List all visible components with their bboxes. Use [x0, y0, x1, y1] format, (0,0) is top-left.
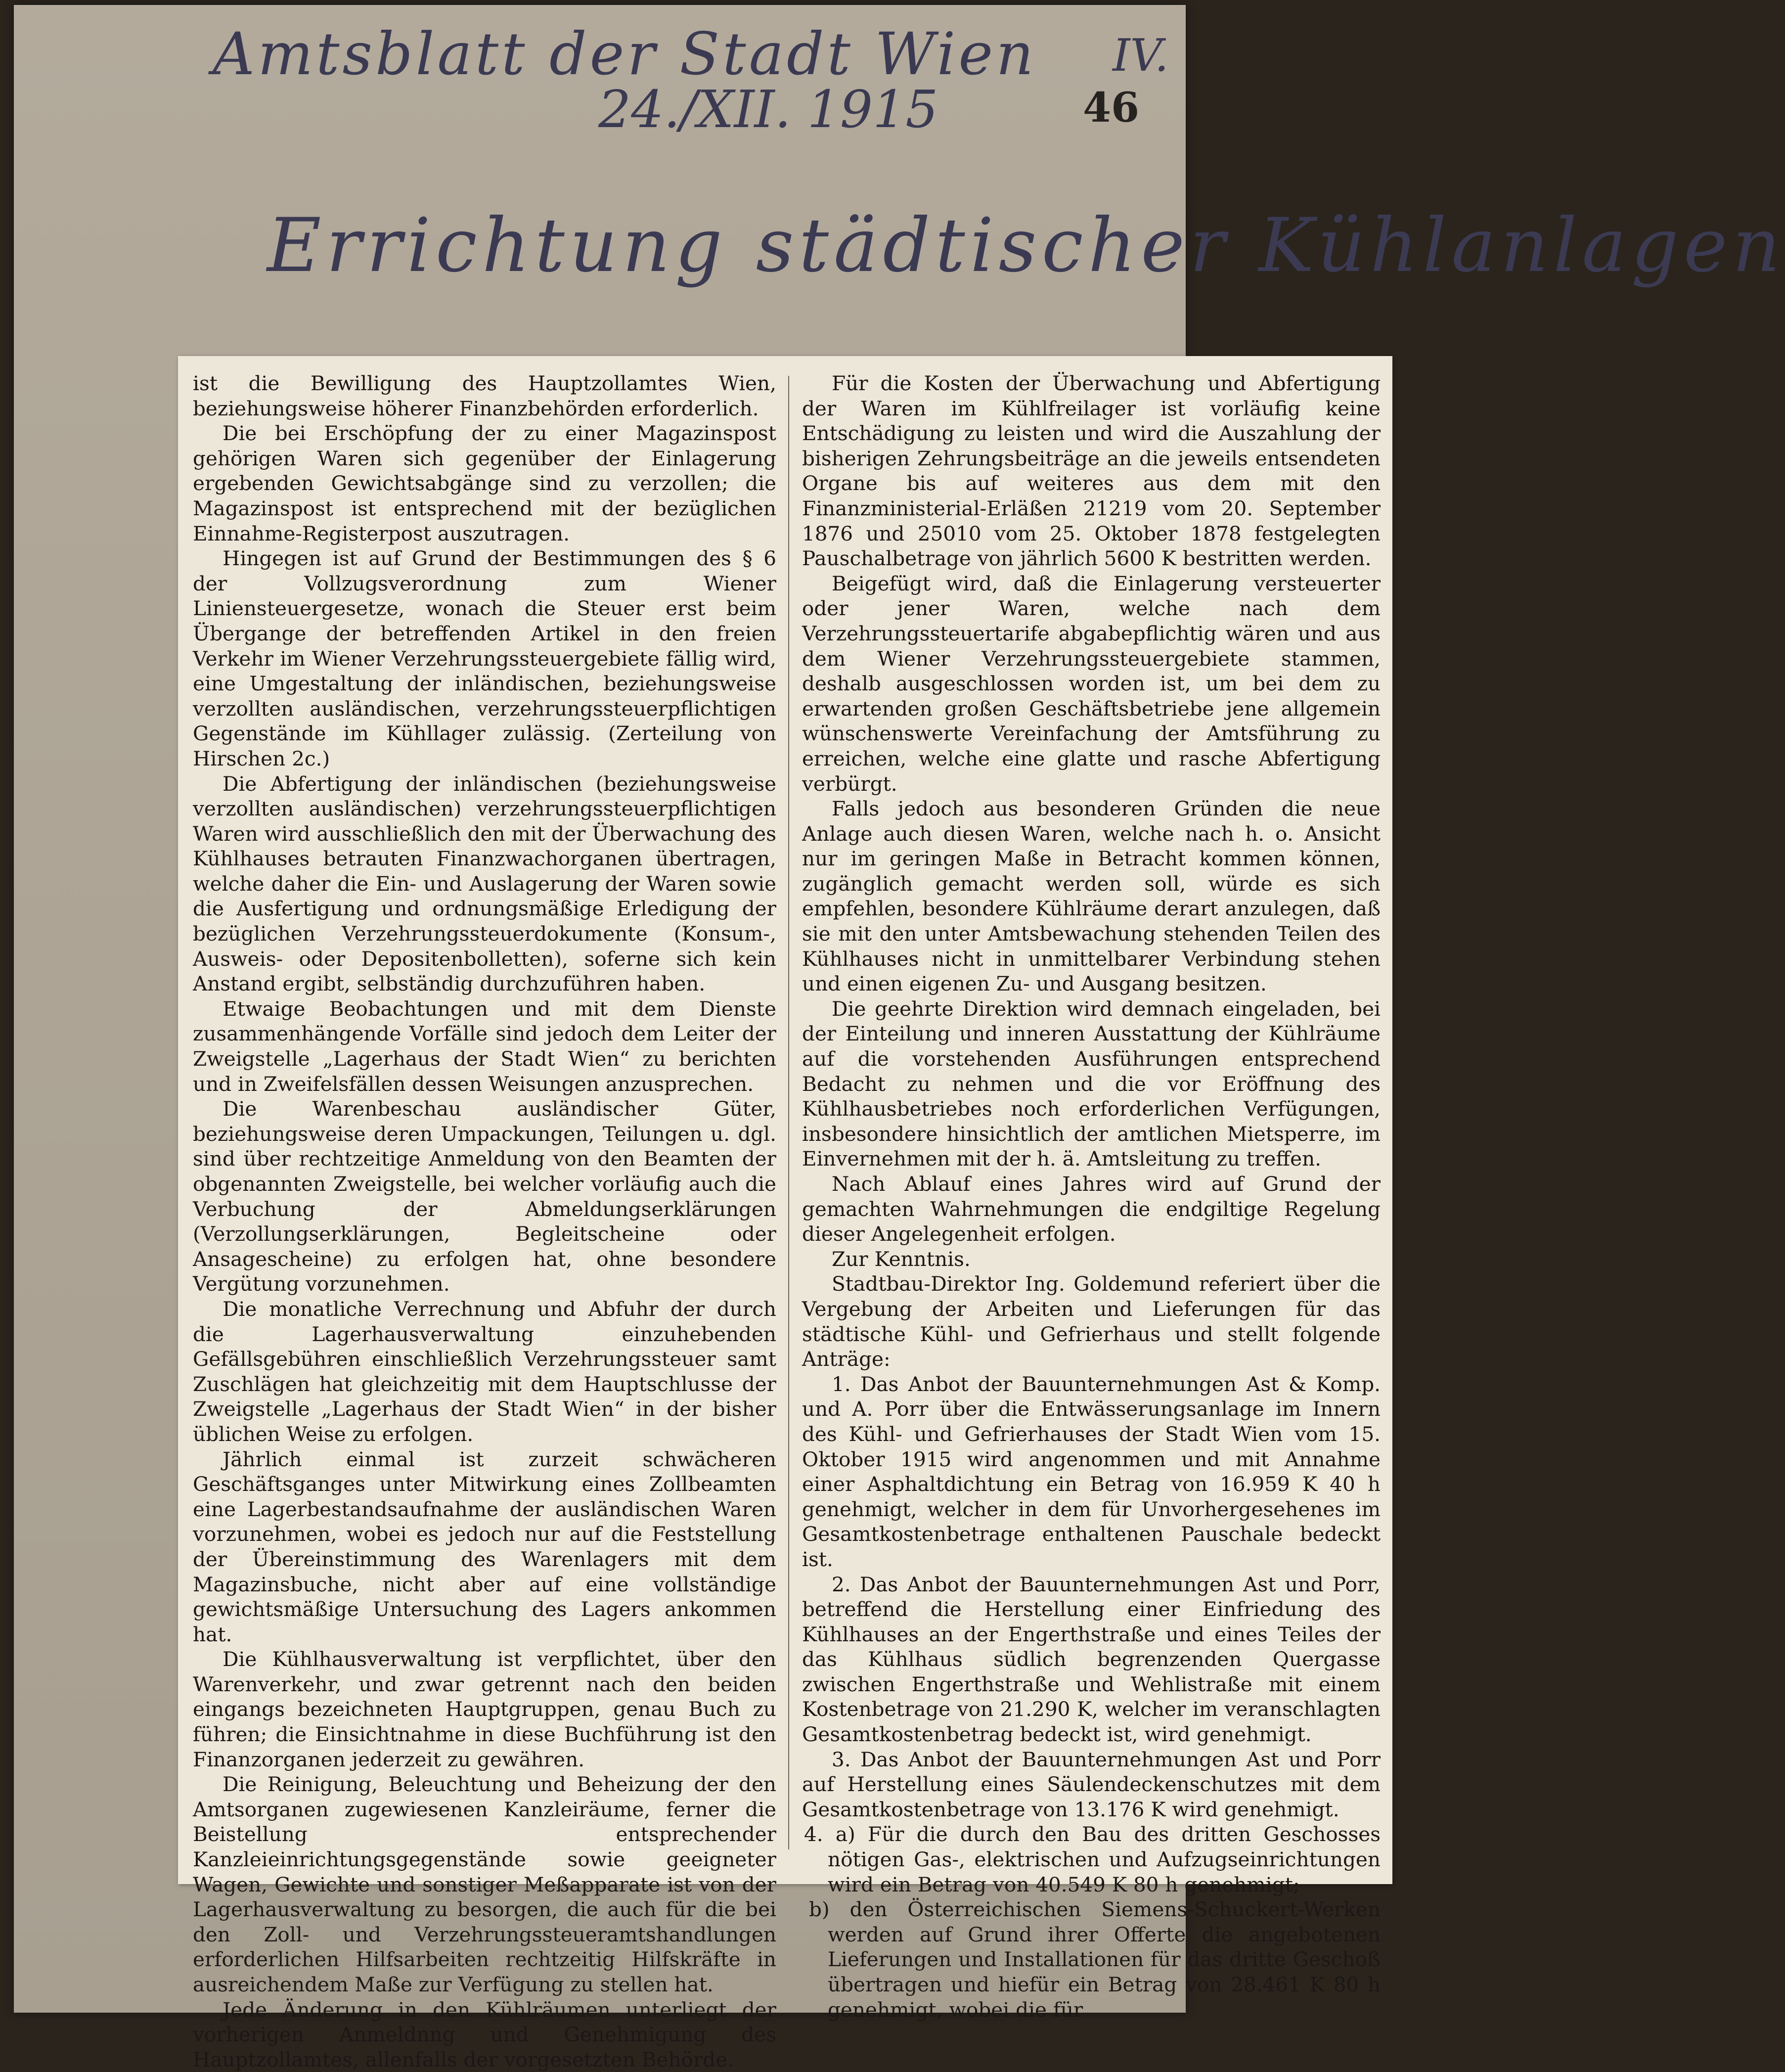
- paragraph: Stadtbau-Direktor Ing. Goldemund referiert über die Vergebung der Arbeiten und Lieferungen für das städtische Kühl- und Gefrierhaus und stellt folgende Anträge:: [802, 1272, 1381, 1371]
- right-column: [802, 371, 1381, 2022]
- handwritten-subject: Errichtung städtischer Kühlanlagen: [267, 203, 1785, 289]
- paragraph: Jährlich einmal ist zurzeit schwächeren Geschäftsganges unter Mitwirkung eines Zollbeamten eine Lagerbestandsaufnahme der ausländischen Waren vorzunehmen, wobei es jedoch nur auf die Feststellung der Übereinstimmung des Warenlagers mit dem Magazinsbuche, nicht aber auf eine vollständige gewichtsmäßige Untersuchung des Lagers ankommen hat.: [193, 1447, 776, 1646]
- newspaper-clipping: [178, 356, 1392, 2072]
- paragraph: 2. Das Anbot der Bauunternehmungen Ast und Porr, betreffend die Herstellung einer Einfriedung des Kühlhauses an der Engerthstraße und eines Teiles der das Kühlhaus südlich begrenzenden Quergasse zwischen Engerthstraße und Wehlistraße mit einem Kostenbetrage von 21.290 K, welcher im veranschlagten Gesamtkostenbetrag bedeckt ist, wird genehmigt.: [802, 1572, 1381, 1747]
- paragraph: Die Abfertigung der inländischen (beziehungsweise verzollten ausländischen) verzehrungssteuerpflichtigen Waren wird ausschließlich den mit der Überwachung des Kühlhauses betrauten Finanzwachorganen übertragen, welche daher die Ein- und Auslagerung der Waren sowie die Ausfertigung und ordnungsmäßige Erledigung der bezüglichen Verzehrungssteuerdokumente (Konsum-, Ausweis- oder Depositenbolletten), soferne sich kein Anstand ergibt, selbständig durchzuführen haben.: [193, 771, 776, 996]
- page-number: 46: [1083, 84, 1140, 132]
- list-item: 4. a) Für die durch den Bau des dritten Geschosses nötigen Gas-, elektrischen und Aufzugseinrichtungen wird ein Betrag von 40.549 K 80 h genehmigt;: [804, 1822, 1381, 1896]
- paragraph: Die bei Erschöpfung der zu einer Magazinspost gehörigen Waren sich gegenüber der Einlagerung ergebenden Gewichtsabgänge sind zu verzollen; die Magazinspost ist entsprechend mit der bezüglichen Einnahme-Registerpost auszutragen.: [193, 421, 776, 545]
- handwritten-date: 24./XII. 1915: [598, 79, 938, 139]
- paragraph: Falls jedoch aus besonderen Gründen die neue Anlage auch diesen Waren, welche nach h. o. Ansicht nur im geringen Maße in Betracht kommen können, zugänglich gemacht werden soll, würde es sich empfehlen, besondere Kühlräume derart anzulegen, daß sie mit den unter Amtsbewachung stehenden Teilen des Kühlhauses nicht in unmittelbarer Verbindung stehen und einen eigenen Zu- und Ausgang besitzen.: [802, 797, 1381, 996]
- paragraph: Nach Ablauf eines Jahres wird auf Grund der gemachten Wahrnehmungen die endgiltige Regelung dieser Angelegenheit erfolgen.: [802, 1172, 1381, 1246]
- volume-mark: IV.: [1113, 30, 1169, 82]
- paragraph: Die Kühlhausverwaltung ist verpflichtet, über den Warenverkehr, und zwar getrennt nach den beiden eingangs bezeichneten Hauptgruppen, genau Buch zu führen; die Einsichtnahme in diese Buchführung ist den Finanzorganen jederzeit zu gewähren.: [193, 1647, 776, 1771]
- paragraph: ist die Bewilligung des Hauptzollamtes Wien, beziehungsweise höherer Finanzbehörden erforderlich.: [193, 371, 776, 420]
- paragraph: 1. Das Anbot der Bauunternehmungen Ast & Komp. und A. Porr über die Entwässerungsanlage im Innern des Kühl- und Gefrierhauses der Stadt Wien vom 15. Oktober 1915 wird angenommen und mit Annahme einer Asphaltdichtung ein Betrag von 16.959 K 40 h genehmigt, welcher in dem für Unvorhergesehenes im Gesamtkostenbetrage enthaltenen Pauschale bedeckt ist.: [802, 1372, 1381, 1571]
- paragraph: Zur Kenntnis.: [832, 1247, 971, 1271]
- paragraph: Beigefügt wird, daß die Einlagerung versteuerter oder jener Waren, welche nach dem Verzehrungssteuertarife abgabepflichtig wären und aus dem Wiener Verzehrungssteuergebiete stammen, deshalb ausgeschlossen worden ist, um bei dem zu erwartenden großen Geschäftsbetriebe jene allgemein wünschenswerte Vereinfachung der Amtsführung zu erreichen, welche eine glatte und rasche Abfertigung verbürgt.: [802, 571, 1381, 796]
- paragraph: Hingegen ist auf Grund der Bestimmungen des § 6 der Vollzugsverordnung zum Wiener Liniensteuergesetze, wonach die Steuer erst beim Übergange der betreffenden Artikel in den freien Verkehr im Wiener Verzehrungssteuergebiete fällig wird, eine Umgestaltung der inländischen, beziehungsweise verzollten ausländischen, verzehrungssteuerpflichtigen Gegenstände im Kühllager zulässig. (Zerteilung von Hirschen 2c.): [193, 546, 776, 770]
- list-item: b) den Österreichischen Siemens-Schuckert-Werken werden auf Grund ihrer Offerte die angebotenen Lieferungen und Installationen für das dritte Geschoß übertragen und hiefür ein Betrag von 28.461 K 80 h genehmigt, wobei die für: [809, 1897, 1381, 2022]
- paragraph: Die geehrte Direktion wird demnach eingeladen, bei der Einteilung und inneren Ausstattung der Kühlräume auf die vorstehenden Ausführungen entsprechend Bedacht zu nehmen und die vor Eröffnung des Kühlhausbetriebes noch erforderlichen Verfügungen, insbesondere hinsichtlich der amtlichen Mietsperre, im Einvernehmen mit der h. ä. Amtsleitung zu treffen.: [802, 996, 1381, 1171]
- paragraph: Die Warenbeschau ausländischer Güter, beziehungsweise deren Umpackungen, Teilungen u. dgl. sind über rechtzeitige Anmeldung von den Beamten der obgenannten Zweigstelle, bei welcher vorläufig auch die Verbuchung der Abmeldungserklärungen (Verzollungserklärungen, Begleitscheine oder Ansagescheine) zu erfolgen hat, ohne besondere Vergütung vorzunehmen.: [193, 1097, 776, 1296]
- paragraph: Für die Kosten der Überwachung und Abfertigung der Waren im Kühlfreilager ist vorläufig keine Entschädigung zu leisten und wird die Auszahlung der bisherigen Zehrungsbeiträge an die jeweils entsendeten Organe bis auf weiteres aus dem mit den Finanzministerial-Erläßen 21219 vom 20. September 1876 und 25010 vom 25. Oktober 1878 festgelegten Pauschalbetrage von jährlich 5600 K bestritten werden.: [802, 371, 1381, 571]
- paragraph: Jede Änderung in den Kühlräumen unterliegt der vorherigen Anmeldnng und Genehmigung des Hauptzollamtes, allenfalls der vorgesetzten Behörde.: [193, 1997, 776, 2072]
- paragraph: Die monatliche Verrechnung und Abfuhr der durch die Lagerhausverwaltung einzuhebenden Gefällsgebühren einschließlich Verzehrungssteuer samt Zuschlägen hat gleichzeitig mit dem Hauptschlusse der Zweigstelle „Lagerhaus der Stadt Wien“ in der bisher üblichen Weise zu erfolgen.: [193, 1297, 776, 1446]
- left-column: [193, 371, 776, 2072]
- paragraph: 3. Das Anbot der Bauunternehmungen Ast und Porr auf Herstellung eines Säulendeckenschutzes mit dem Gesamtkostenbetrage von 13.176 K wird genehmigt.: [802, 1747, 1381, 1821]
- paragraph: Etwaige Beobachtungen und mit dem Dienste zusammenhängende Vorfälle sind jedoch dem Leiter der Zweigstelle „Lagerhaus der Stadt Wien“ zu berichten und in Zweifelsfällen dessen Weisungen anzusprechen.: [193, 996, 776, 1096]
- paragraph: Die Reinigung, Beleuchtung und Beheizung der den Amtsorganen zugewiesenen Kanzleiräume, ferner die Beistellung entsprechender Kanzleieinrichtungsgegenstände sowie geeigneter Wagen, Gewichte und sonstiger Meßapparate ist von der Lagerhausverwaltung zu besorgen, die auch für die bei den Zoll- und Verzehrungssteueramtshandlungen erforderlichen Hilfsarbeiten rechtzeitig Hilfskräfte in ausreichendem Maße zur Verfügung zu stellen hat.: [193, 1772, 776, 1996]
- handwritten-title: Amtsblatt der Stadt Wien: [213, 20, 1037, 88]
- column-divider: [788, 376, 789, 1849]
